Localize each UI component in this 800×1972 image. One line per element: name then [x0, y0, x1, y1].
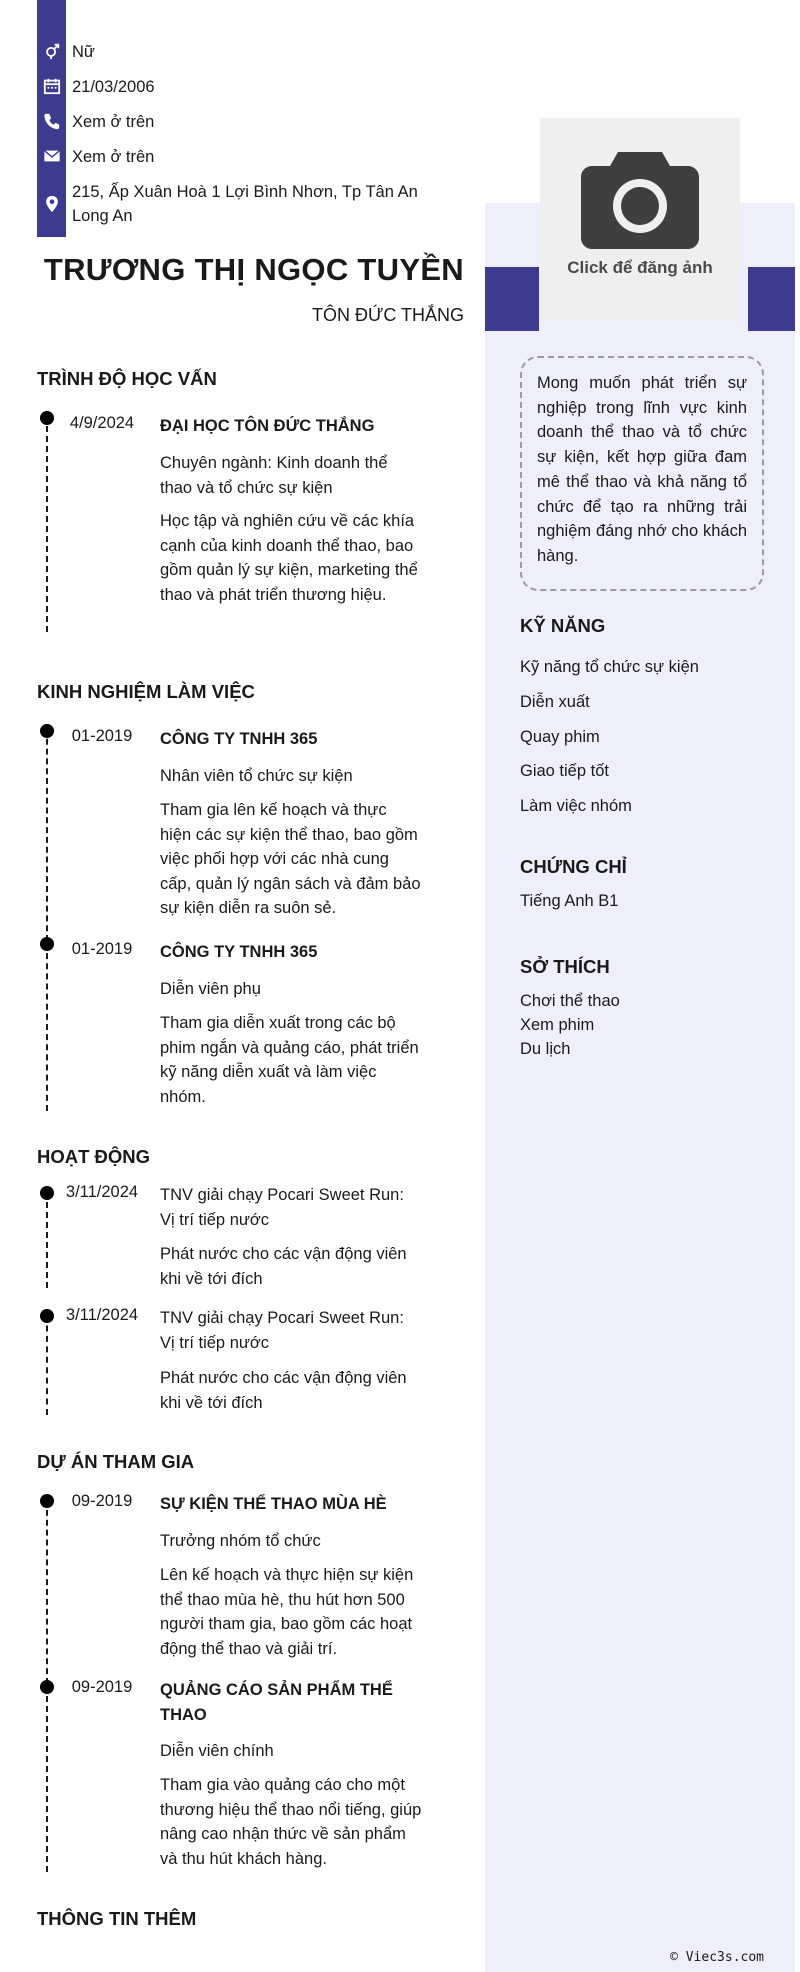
activity-title: TNV giải chạy Pocari Sweet Run: Vị trí tiếp nước: [160, 1309, 404, 1352]
skill-item: Làm việc nhóm: [520, 797, 632, 815]
activity-date: 3/11/2024: [65, 1183, 139, 1201]
timeline-dot: [40, 411, 54, 425]
candidate-name: TRƯƠNG THỊ NGỌC TUYỀN: [43, 252, 464, 287]
location-pin-icon: [37, 180, 66, 228]
timeline-dot: [40, 724, 54, 738]
accent-band-left: [485, 267, 539, 331]
timeline-line: [46, 1500, 48, 1684]
timeline-line: [46, 1315, 48, 1415]
projects-heading: DỰ ÁN THAM GIA: [37, 1451, 195, 1472]
contact-address: [37, 180, 432, 228]
timeline-dot: [40, 1186, 54, 1200]
candidate-subtitle: TÔN ĐỨC THẮNG: [311, 305, 464, 325]
skill-item: Diễn xuất: [520, 693, 590, 711]
camera-icon: [580, 146, 700, 250]
experience-role: Nhân viên tổ chức sự kiện: [160, 767, 353, 785]
experience-company: CÔNG TY TNHH 365: [160, 730, 318, 748]
photo-upload[interactable]: [540, 118, 740, 320]
hobby-item: Xem phim: [520, 1016, 595, 1034]
experience-heading: KINH NGHIỆM LÀM VIỆC: [37, 681, 255, 702]
birthday-value: 21/03/2006: [72, 78, 155, 96]
timeline-line: [46, 729, 48, 941]
activities-heading: HOẠT ĐỘNG: [37, 1146, 151, 1167]
experience-description: Tham gia lên kế hoạch và thực hiện các sự kiện thể thao, bao gồm việc phối hợp với các nhà cung cấp, quản lý ngân sách và đảm bảo sự kiện diễn ra suôn sẻ.: [160, 801, 421, 917]
timeline-line: [46, 416, 48, 632]
footer-copyright: © Viec3s.com: [670, 1950, 764, 1965]
project-date: 09-2019: [71, 1492, 133, 1510]
contact-email: [37, 145, 432, 169]
education-date: 4/9/2024: [69, 414, 135, 432]
timeline-line: [46, 943, 48, 1111]
hobby-item: Chơi thể thao: [520, 992, 620, 1010]
timeline-line: [46, 1686, 48, 1872]
education-major: Chuyên ngành: Kinh doanh thể thao và tổ chức sự kiện: [160, 454, 388, 497]
email-value: Xem ở trên: [72, 148, 155, 166]
timeline-line: [46, 1192, 48, 1288]
timeline-dot: [40, 1680, 54, 1694]
project-description: Lên kế hoạch và thực hiện sự kiện thể thao mùa hè, thu hút hơn 500 người tham gia, bao gồm các hoạt động thể thao và giải trí.: [160, 1566, 414, 1658]
envelope-icon: [37, 145, 66, 167]
phone-icon: [37, 110, 66, 132]
project-role: Diễn viên chính: [160, 1742, 274, 1760]
project-description: Tham gia vào quảng cáo cho một thương hiệu thể thao nổi tiếng, giúp nâng cao nhận thức về sản phẩm và thu hút khách hàng.: [160, 1776, 422, 1868]
project-role: Trưởng nhóm tổ chức: [160, 1532, 321, 1550]
timeline-dot: [40, 937, 54, 951]
experience-company: CÔNG TY TNHH 365: [160, 943, 318, 961]
phone-value: Xem ở trên: [72, 113, 155, 131]
experience-role: Diễn viên phụ: [160, 980, 261, 998]
timeline-dot: [40, 1494, 54, 1508]
project-date: 09-2019: [71, 1678, 133, 1696]
timeline-dot: [40, 1309, 54, 1323]
education-heading: TRÌNH ĐỘ HỌC VẤN: [37, 368, 217, 389]
education-description: Học tập và nghiên cứu về các khía cạnh của kinh doanh thể thao, bao gồm quản lý sự kiện, marketing thể thao và phát triển thương hiệu.: [160, 512, 418, 604]
certificate-item: Tiếng Anh B1: [520, 892, 619, 910]
gender-value: Nữ: [72, 43, 95, 61]
hobby-item: Du lịch: [520, 1040, 571, 1058]
contact-phone: [37, 110, 432, 134]
project-title: SỰ KIỆN THỂ THAO MÙA HÈ: [160, 1495, 387, 1513]
activity-date: 3/11/2024: [65, 1306, 139, 1324]
education-school: ĐẠI HỌC TÔN ĐỨC THẮNG: [160, 417, 375, 435]
skill-item: Giao tiếp tốt: [520, 762, 609, 780]
address-value: 215, Ấp Xuân Hoà 1 Lợi Bình Nhơn, Tp Tân An Long An: [72, 183, 418, 225]
experience-date: 01-2019: [71, 727, 133, 745]
activity-description: Phát nước cho các vận động viên khi về tới đích: [160, 1369, 407, 1412]
skills-heading: KỸ NĂNG: [520, 615, 606, 636]
additional-info-heading: THÔNG TIN THÊM: [37, 1908, 197, 1929]
contact-birthday: [37, 75, 432, 99]
hobbies-heading: SỞ THÍCH: [520, 956, 610, 977]
certificates-heading: CHỨNG CHỈ: [520, 856, 627, 877]
contact-gender: [37, 40, 432, 64]
calendar-icon: [37, 75, 66, 97]
skill-item: Kỹ năng tổ chức sự kiện: [520, 658, 699, 676]
activity-description: Phát nước cho các vận động viên khi về tới đích: [160, 1245, 407, 1288]
project-title: QUẢNG CÁO SẢN PHẨM THỂ THAO: [160, 1681, 393, 1724]
experience-date: 01-2019: [71, 940, 133, 958]
activity-title: TNV giải chạy Pocari Sweet Run: Vị trí tiếp nước: [160, 1186, 404, 1229]
accent-band-right: [748, 267, 795, 331]
gender-icon: [37, 40, 66, 62]
skill-item: Quay phim: [520, 728, 600, 746]
experience-description: Tham gia diễn xuất trong các bộ phim ngắn và quảng cáo, phát triển kỹ năng diễn xuất và làm việc nhóm.: [160, 1014, 419, 1106]
photo-upload-label: Click để đăng ảnh: [567, 258, 713, 277]
career-objective: Mong muốn phát triển sự nghiệp trong lĩnh vực kinh doanh thể thao và tổ chức sự kiện, kết hợp giữa đam mê thể thao và khả năng tổ chức để tạo ra những trải nghiệm đáng nhớ cho khách hàng.: [520, 356, 764, 591]
